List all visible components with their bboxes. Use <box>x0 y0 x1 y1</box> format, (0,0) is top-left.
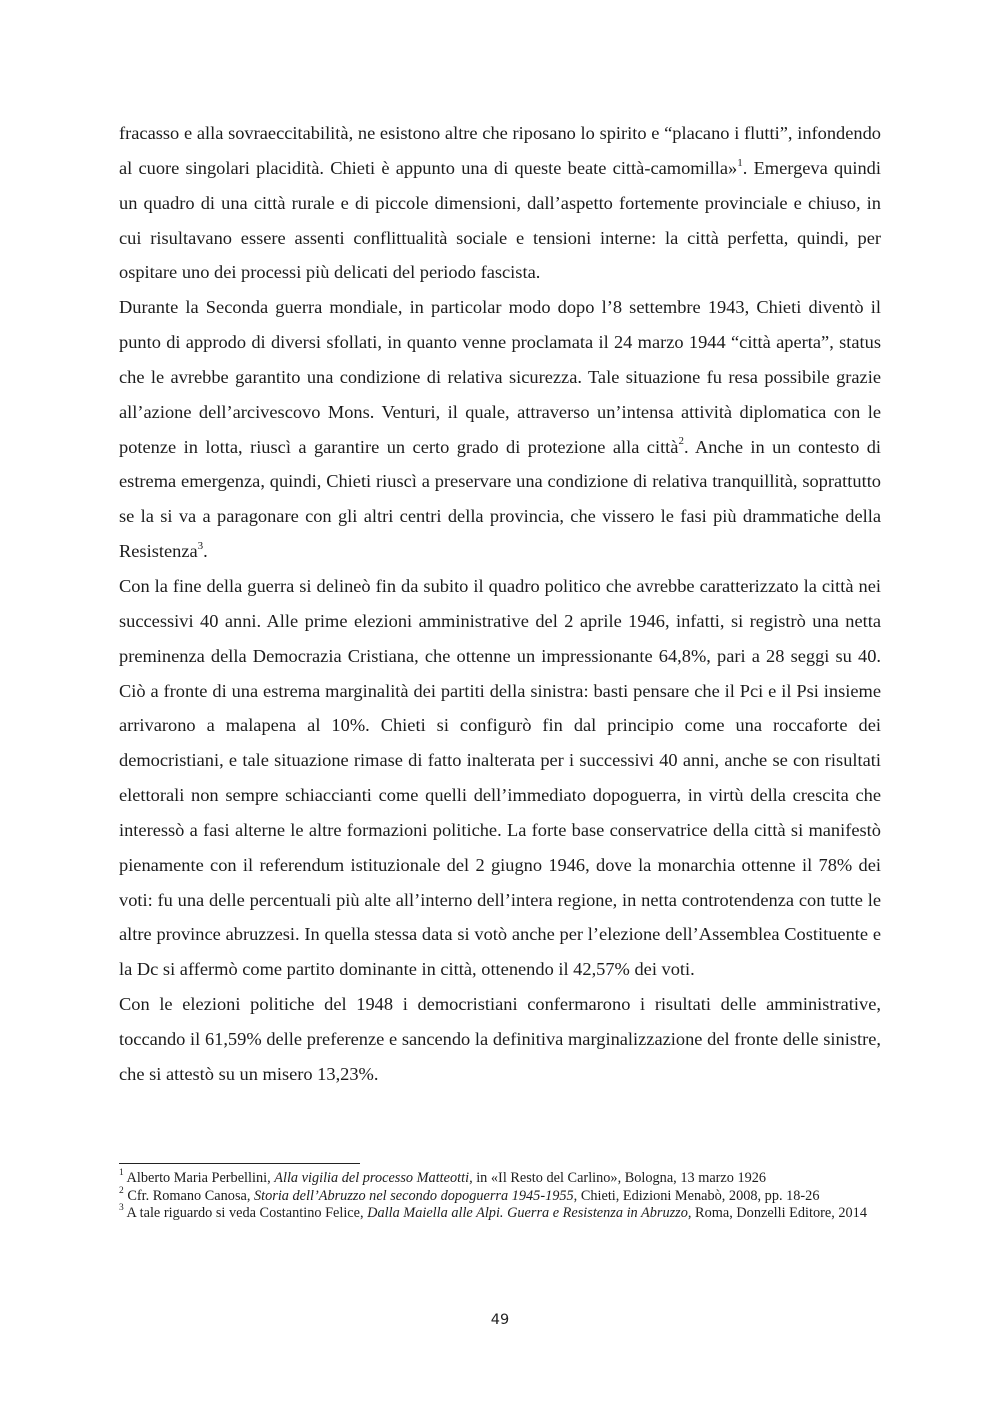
paragraph-1: fracasso e alla sovraeccitabilità, ne esistono altre che riposano lo spirito e “placano i flutti”, infondendo al cuore singolari placidità. Chieti è appunto una di queste beate città-camomilla»$^1$. Emergeva quindi un quadro di una città rurale e di piccole dimensioni, dall’aspetto fortemente provinciale e chiuso, in cui risultavano essere assenti conflittualità sociale e tensioni interne: la città perfetta, quindi, per ospitare uno dei processi più delicati del periodo fascista. <box>119 123 881 283</box>
page-number: 49 <box>490 1312 510 1328</box>
footnotes <box>119 1170 881 1223</box>
footnote-divider <box>119 1163 360 1164</box>
footnote-ref-2[interactable]: 2 <box>678 435 684 448</box>
footnote-3: $^3$ A tale riguardo si veda Costantino Felice, Dalla Maiella alle Alpi. Guerra e Resistenza in Abruzzo, Roma, Donzelli Editore, 2014 <box>119 1203 867 1222</box>
footnote-ref-1[interactable]: 1 <box>737 156 743 169</box>
paragraph-2: Durante la Seconda guerra mondiale, in particolar modo dopo l’8 settembre 1943, Chieti diventò il punto di approdo di diversi sfollati, in quanto venne proclamata il 24 marzo 1944 “città aperta”, status che le avrebbe garantito una condizione di relativa sicurezza. Tale situazione fu resa possibile grazie all’azione dell’arcivescovo Mons. Venturi, il quale, attraverso un’intensa attività diplomatica con le potenze in lotta, riuscì a garantire un certo grado di protezione alla città$^2$. Anche in un contesto di estrema emergenza, quindi, Chieti riuscì a preservare una condizione di relativa tranquillità, soprattutto se la si va a paragonare con gli altri centri della provincia, che vissero le fasi più drammatiche della Resistenza$^3$. <box>119 297 881 562</box>
paragraph-4: Con le elezioni politiche del 1948 i democristiani confermarono i risultati delle amministrative, toccando il 61,59% delle preferenze e sancendo la definitiva marginalizzazione del fronte delle sinistre, che si attestò su un misero 13,23%. <box>119 994 881 1084</box>
paragraph-3: Con la fine della guerra si delineò fin da subito il quadro politico che avrebbe caratterizzato la città nei successivi 40 anni. Alle prime elezioni amministrative del 2 aprile 1946, infatti, si registrò una netta preminenza della Democrazia Cristiana, che ottenne un impressionante 64,8%, pari a 28 seggi su 40. Ciò a fronte di una estrema marginalità dei partiti della sinistra: basti pensare che il Pci e il Psi insieme arrivarono a malapena al 10%. Chieti si configurò fin dal principio come una roccaforte dei democristiani, e tale situazione rimase di fatto inalterata per i successivi 40 anni, anche se con risultati elettorali non sempre schiaccianti come quelli dell’immediato dopoguerra, in virtù della crescita che interessò a fasi alterne le altre formazioni politiche. La forte base conservatrice della città si manifestò pienamente con il referendum istituzionale del 2 giugno 1946, dove la monarchia ottenne il 78% dei voti: fu una delle percentuali più alte all’interno dell’intera regione, in netta controtendenza con tutte le altre province abruzzesi. In quella stessa data si votò anche per l’elezione dell’Assemblea Costituente e la Dc si affermò come partito dominante in città, ottenendo il 42,57% dei voti. <box>119 575 881 980</box>
footnote-2: $^2$ Cfr. Romano Canosa, Storia dell’Abruzzo nel secondo dopoguerra 1945-1955, Chieti, Edizioni Menabò, 2008, pp. 18-26 <box>119 1185 820 1204</box>
footnote-1: $^1$ Alberto Maria Perbellini, Alla vigilia del processo Matteotti, in «Il Resto del Carlino», Bologna, 13 marzo 1926 <box>119 1168 767 1186</box>
body-text <box>119 116 881 1092</box>
footnote-ref-3[interactable]: 3 <box>197 540 204 552</box>
